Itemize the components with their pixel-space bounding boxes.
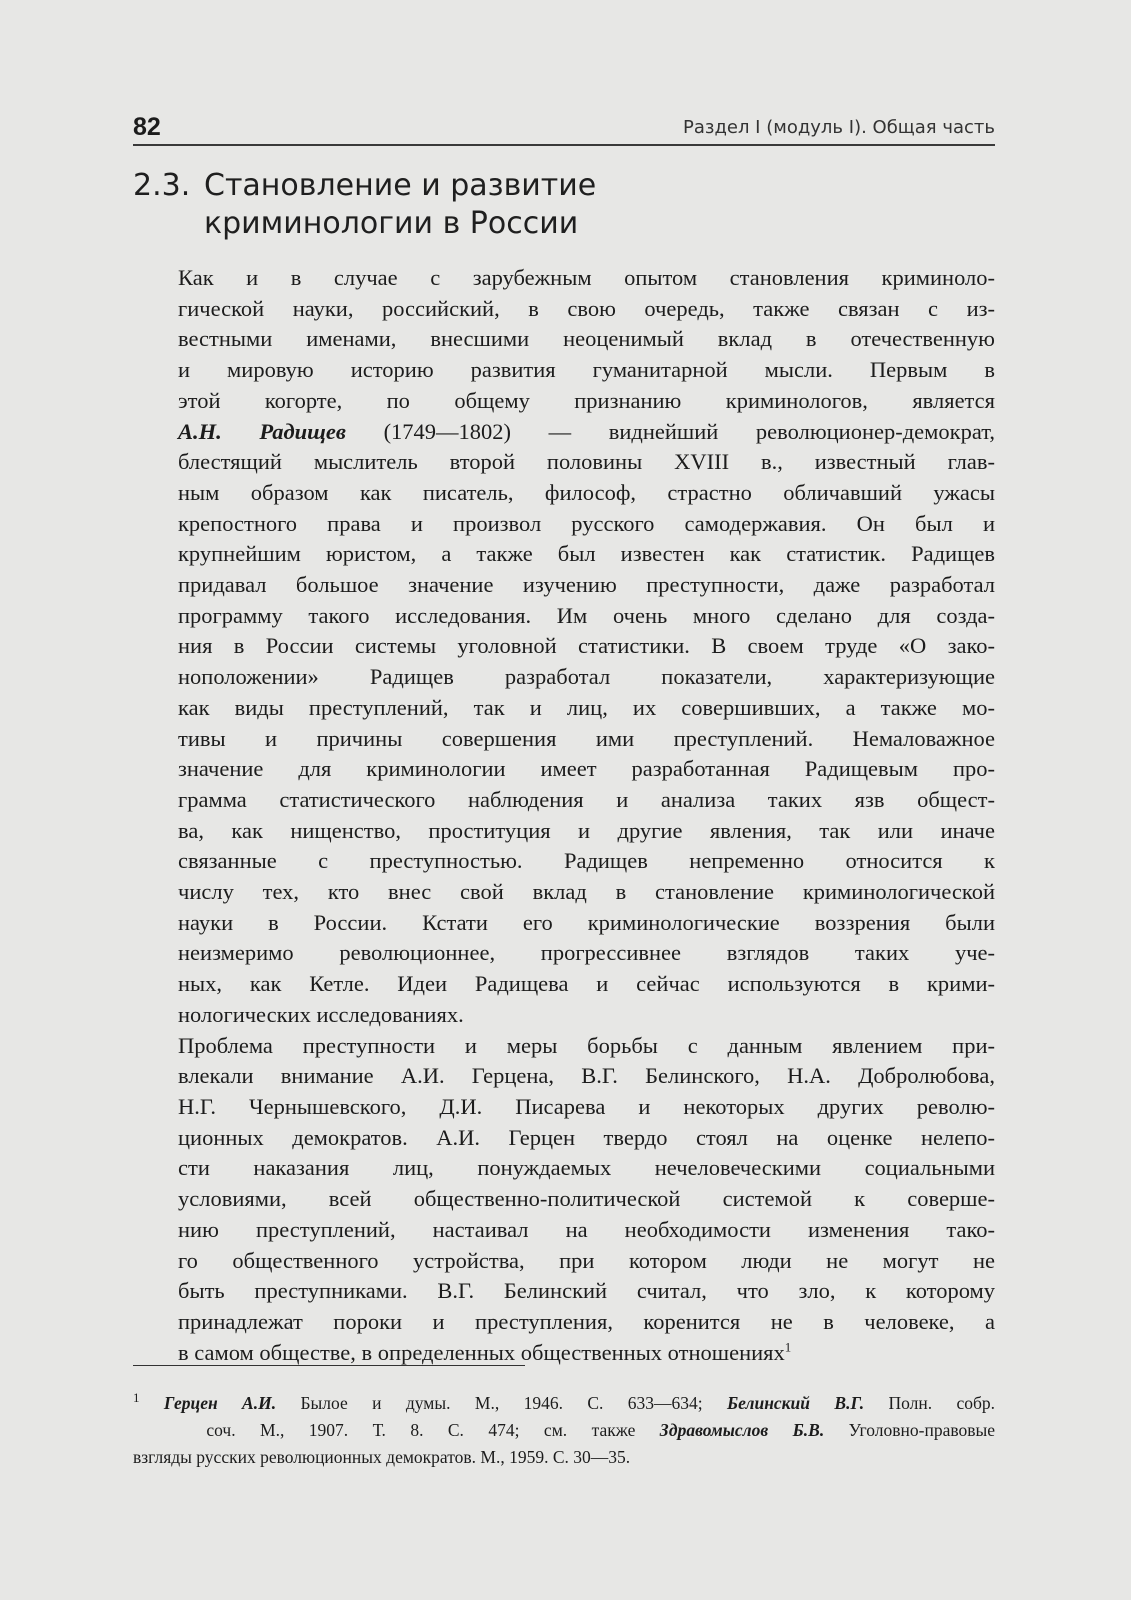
footnote-text: Уголовно-правовые: [848, 1420, 996, 1440]
paragraph-1: [133, 263, 995, 1031]
text-line: блестящий мыслитель второй половины XVIII в., известный глав-: [178, 449, 995, 475]
person-name: А.Н. Радищев: [178, 418, 346, 444]
section-title-line-2: криминологии в России: [204, 206, 579, 241]
text-line: неизмеримо революционнее, прогрессивнее взглядов таких уче-: [178, 940, 995, 966]
text-line: принадлежат пороки и преступления, коренится не в человеке, а: [178, 1308, 995, 1334]
text-line: и мировую историю развития гуманитарной мысли. Первым в: [178, 357, 995, 383]
text-fragment: (1749—1802) — виднейший революционер-демократ,: [383, 418, 996, 444]
footnote-text: Былое и думы. М., 1946. С. 633—634;: [300, 1393, 703, 1413]
footnote: [133, 1390, 995, 1471]
text-line: ноположении» Радищев разработал показатели, характеризующие: [178, 664, 995, 690]
text-line: как виды преступлений, так и лиц, их совершивших, а также мо-: [178, 694, 995, 720]
text-line: [133, 417, 995, 448]
text-line: связанные с преступностью. Радищев непременно относится к: [178, 848, 995, 874]
text-line: нию преступлений, настаивал на необходимости изменения тако-: [178, 1216, 995, 1242]
footnote-text: соч. М., 1907. Т. 8. С. 474; см. также: [206, 1420, 636, 1440]
footnote-line: [133, 1390, 995, 1417]
footnote-author: Здравомыслов Б.В.: [659, 1420, 825, 1440]
text-line: быть преступниками. В.Г. Белинский считал, что зло, к которому: [178, 1278, 995, 1304]
footnote-text: Полн. собр.: [888, 1393, 996, 1413]
text-line: ния в России системы уголовной статистики. В своем труде «О зако-: [178, 633, 995, 659]
text-line: влекали внимание А.И. Герцена, В.Г. Белинского, Н.А. Добролюбова,: [178, 1063, 995, 1089]
text-line: грамма статистического наблюдения и анализа таких язв общест-: [178, 786, 995, 812]
text-line: [133, 1338, 995, 1369]
section-title-line-1: Становление и развитие: [204, 168, 597, 203]
page-number: 82: [133, 113, 161, 141]
text-line: сти наказания лиц, понуждаемых нечеловеческими социальными: [178, 1155, 995, 1181]
text-line: числу тех, кто внес свой вклад в становление криминологической: [178, 879, 995, 905]
page-header: [133, 112, 995, 146]
text-fragment: в самом обществе, в определенных общественных отношениях: [178, 1339, 785, 1365]
running-title: Раздел I (модуль I). Общая часть: [682, 117, 995, 138]
text-line: крепостного права и произвол русского самодержавия. Он был и: [178, 510, 995, 536]
text-line: ционных демократов. А.И. Герцен твердо стоял на оценке нелепо-: [178, 1124, 995, 1150]
text-line: Проблема преступности и меры борьбы с данным явлением при-: [178, 1032, 995, 1058]
section-number: 2.3.: [133, 168, 191, 203]
footnote-divider: [133, 1365, 525, 1366]
text-line: Н.Г. Чернышевского, Д.И. Писарева и некоторых других револю-: [178, 1093, 995, 1119]
section-heading: [133, 167, 596, 243]
text-line: го общественного устройства, при котором люди не могут не: [178, 1247, 995, 1273]
text-line: гической науки, российский, в свою очередь, также связан с из-: [178, 295, 995, 321]
footnote-author: Герцен А.И.: [163, 1393, 277, 1413]
text-line: ва, как нищенство, проституция и другие явления, так или иначе: [178, 817, 995, 843]
text-line: Как и в случае с зарубежным опытом становления криминоло-: [178, 265, 995, 290]
text-line: ным образом как писатель, философ, страстно обличавший ужасы: [178, 479, 995, 505]
text-line: крупнейшим юристом, а также был известен как статистик. Радищев: [178, 541, 995, 567]
footnote-line: взгляды русских революционных демократов. М., 1959. С. 30—35.: [133, 1447, 631, 1467]
text-line: условиями, всей общественно-политической системой к соверше-: [178, 1186, 995, 1212]
text-line: науки в России. Кстати его криминологические воззрения были: [178, 909, 995, 935]
footnote-line: [133, 1417, 995, 1444]
footnote-marker: 1: [133, 1390, 140, 1406]
text-line: программу такого исследования. Им очень много сделано для созда-: [178, 602, 995, 628]
text-line: придавал большое значение изучению преступности, даже разработал: [178, 572, 995, 598]
text-line: вестными именами, внесшими неоценимый вклад в отечественную: [178, 326, 995, 352]
body-text: [133, 263, 995, 1368]
text-line: значение для криминологии имеет разработанная Радищевым про-: [178, 756, 995, 782]
footnote-reference[interactable]: 1: [784, 1339, 792, 1355]
text-line: нологических исследованиях.: [178, 1001, 464, 1027]
paragraph-2: [133, 1031, 995, 1369]
footnote-author: Белинский В.Г.: [727, 1393, 865, 1413]
text-line: этой когорте, по общему признанию криминологов, является: [178, 387, 995, 413]
text-line: тивы и причины совершения ими преступлений. Немаловажное: [178, 725, 995, 751]
text-line: ных, как Кетле. Идеи Радищева и сейчас используются в крими-: [178, 971, 995, 997]
